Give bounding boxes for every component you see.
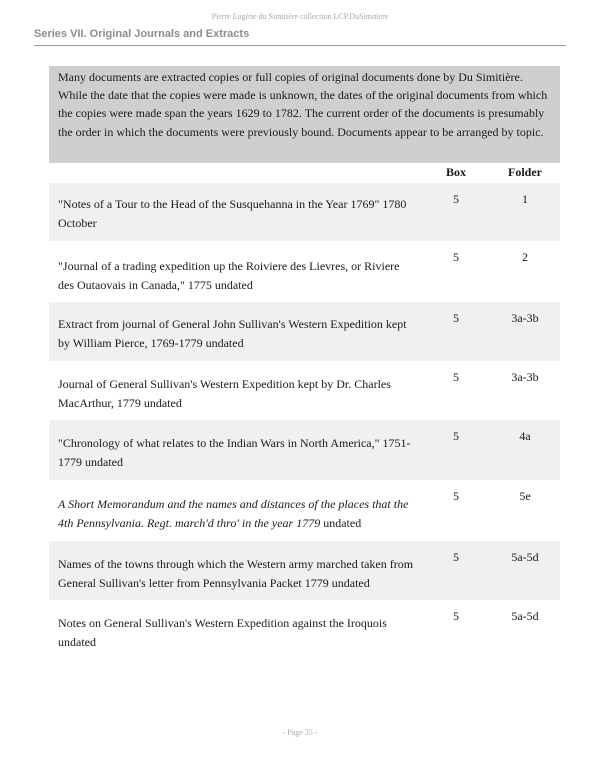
- row-box: 5: [453, 429, 459, 443]
- row-title: "Chronology of what relates to the Indian Wars in North America," 1751-1779 undated: [58, 436, 411, 469]
- row-title: Names of the towns through which the Western army marched taken from General Sullivan's letter from Pennsylvania Packet 1779 undated: [58, 557, 414, 590]
- row-box: 5: [453, 609, 459, 623]
- box-column-header: Box: [445, 165, 466, 179]
- row-title: Journal of General Sullivan's Western Expedition kept by Dr. Charles MacArthur, 1779 undated: [58, 377, 391, 410]
- table-row: [49, 541, 560, 600]
- table-row: [49, 183, 560, 241]
- row-folder: 3a-3b: [511, 370, 539, 384]
- row-title: Extract from journal of General John Sullivan's Western Expedition kept by William Pierce, 1769-1779 undated: [58, 317, 407, 350]
- row-title-suffix: undated: [320, 516, 362, 530]
- row-folder: 2: [522, 250, 528, 264]
- row-box: 5: [453, 250, 459, 264]
- row-title: Notes on General Sullivan's Western Expedition against the Iroquois undated: [58, 616, 387, 649]
- row-folder: 5a-5d: [511, 550, 539, 564]
- row-title: "Notes of a Tour to the Head of the Susquehanna in the Year 1769" 1780 October: [58, 197, 407, 230]
- row-folder: 3a-3b: [511, 311, 539, 325]
- row-folder: 1: [522, 192, 528, 206]
- table-row: [49, 420, 560, 480]
- header-rule: [34, 45, 566, 46]
- table-row: [49, 302, 560, 361]
- row-box: 5: [453, 311, 459, 325]
- row-title-italic: A Short Memorandum and the names and distances of the places that the 4th Pennsylvania. Regt. march'd thro' in the year 1779: [58, 497, 409, 530]
- row-box: 5: [453, 192, 459, 206]
- running-header: Pierre Eugène du Simitière collection LCP.DuSimitiere: [211, 12, 389, 21]
- row-box: 5: [453, 370, 459, 384]
- row-folder: 5a-5d: [511, 609, 539, 623]
- table-row: [49, 600, 560, 662]
- scope-note: Many documents are extracted copies or full copies of original documents done by Du Simitière. While the date that the copies were made is unknown, the dates of the original documents from which the copies were made span the years 1629 to 1782. The current order of the documents is presumably the order in which the documents were previously bound. Documents appear to be arranged by topic.: [49, 66, 560, 163]
- folder-column-header: Folder: [508, 165, 542, 179]
- row-title: "Journal of a trading expedition up the Roiviere des Lievres, or Riviere des Outaovais in Canada," 1775 undated: [58, 259, 400, 292]
- row-title: [58, 495, 418, 533]
- series-title: Series VII. Original Journals and Extracts: [34, 28, 250, 40]
- row-box: 5: [453, 489, 459, 503]
- table-row: [49, 361, 560, 420]
- table-row: [49, 480, 560, 541]
- row-folder: 5e: [519, 489, 531, 503]
- row-box: 5: [453, 550, 459, 564]
- page-number: - Page 35 -: [282, 728, 318, 737]
- row-folder: 4a: [519, 429, 531, 443]
- table-row: [49, 241, 560, 302]
